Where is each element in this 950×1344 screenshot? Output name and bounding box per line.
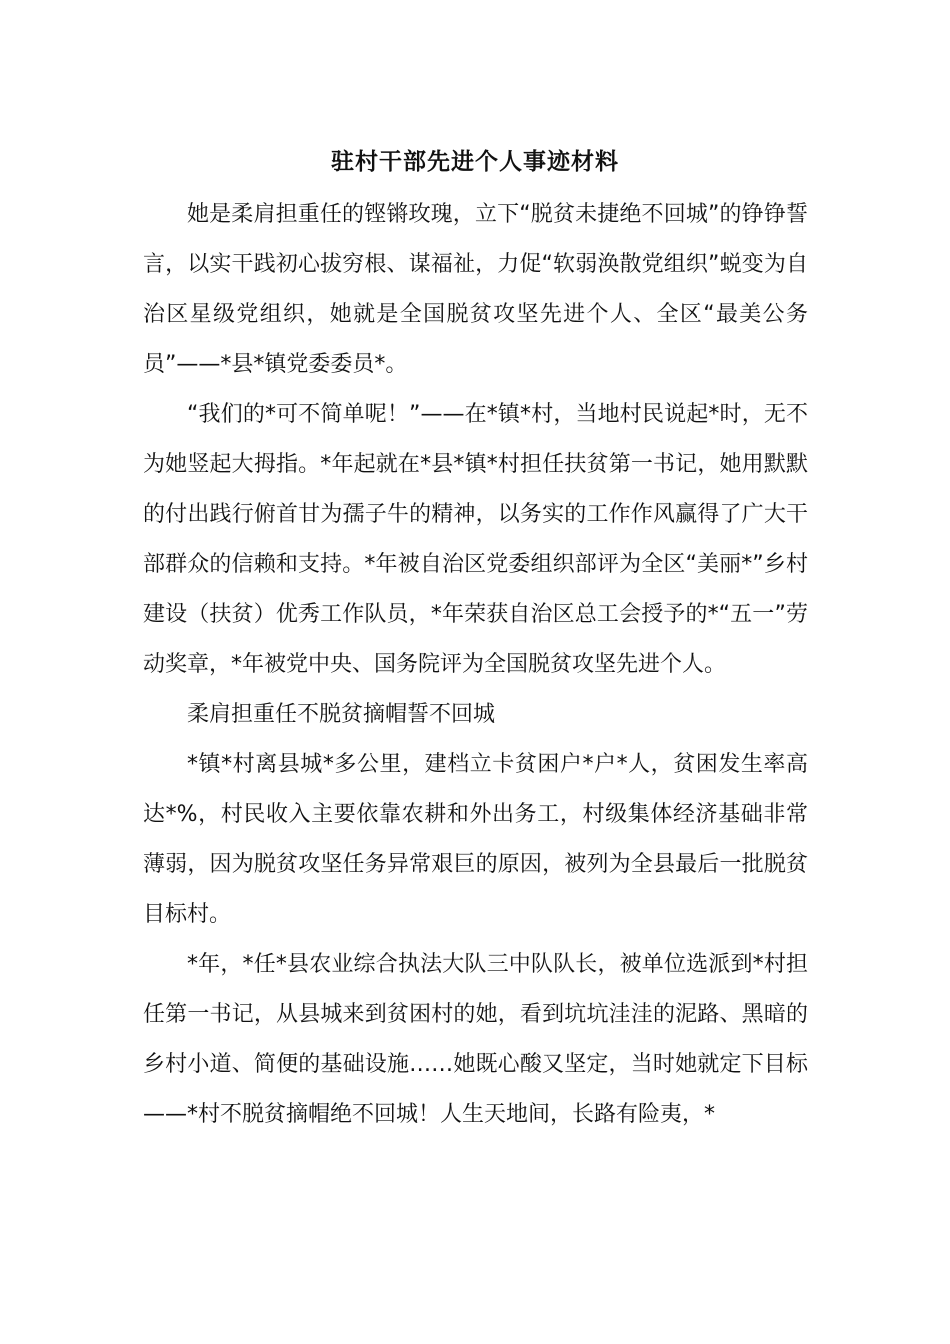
paragraph-assignment: *年，*任*县农业综合执法大队三中队队长，被单位选派到*村担任第一书记，从县城来到贫困村的她，看到坑坑洼洼的泥路、黑暗的乡村小道、简便的基础设施……她既心酸又坚定，当时她就定下目标——*村不脱贫摘帽绝不回城！人生天地间，长路有险夷，* bbox=[143, 952, 808, 1127]
document-body bbox=[143, 190, 808, 1140]
paragraph-village-background: *镇*村离县城*多公里，建档立卡贫困户*户*人，贫困发生率高达*%，村民收入主要依靠农耕和外出务工，村级集体经济基础非常薄弱，因为脱贫攻坚任务异常艰巨的原因，被列为全县最后一批脱贫目标村。 bbox=[143, 752, 808, 927]
paragraph-villager-praise: “我们的*可不简单呢！”——在*镇*村，当地村民说起*时，无不为她竖起大拇指。*年起就在*县*镇*村担任扶贫第一书记，她用默默的付出践行俯首甘为孺子牛的精神，以务实的工作作风赢得了广大干部群众的信赖和支持。*年被自治区党委组织部评为全区“美丽*”乡村建设（扶贫）优秀工作队员，*年荣获自治区总工会授予的*“五一”劳动奖章，*年被党中央、国务院评为全国脱贫攻坚先进个人。 bbox=[143, 402, 808, 677]
paragraph-intro: 她是柔肩担重任的铿锵玫瑰，立下“脱贫未捷绝不回城”的铮铮誓言，以实干践初心拔穷根、谋福祉，力促“软弱涣散党组织”蜕变为自治区星级党组织，她就是全国脱贫攻坚先进个人、全区“最美公务员”——*县*镇党委委员*。 bbox=[143, 202, 808, 377]
document-title: 驻村干部先进个人事迹材料 bbox=[331, 149, 619, 175]
section-heading: 柔肩担重任不脱贫摘帽誓不回城 bbox=[187, 702, 496, 727]
